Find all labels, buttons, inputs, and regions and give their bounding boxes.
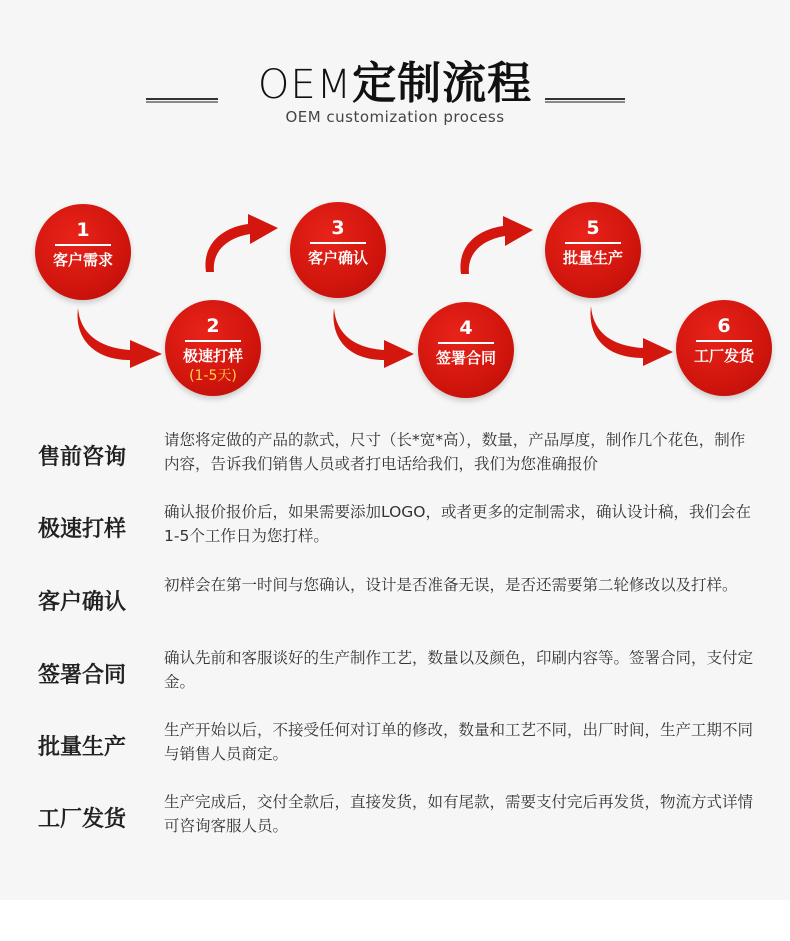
page-subtitle: OEM customization process <box>285 108 505 126</box>
detail-title: 签署合同 <box>38 663 127 688</box>
detail-title: 售前咨询 <box>38 445 127 470</box>
step-3 <box>290 202 386 298</box>
curved-arrow-down-icon <box>328 306 416 368</box>
step-number: 5 <box>565 218 621 244</box>
step-6 <box>676 300 772 396</box>
step-number: 2 <box>185 316 241 342</box>
step-5 <box>545 202 641 298</box>
curved-arrow-up-icon <box>200 210 280 274</box>
detail-title: 工厂发货 <box>38 807 127 832</box>
step-number: 1 <box>55 220 111 246</box>
detail-text: 确认先前和客服谈好的生产制作工艺，数量以及颜色，印刷内容等。签署合同，支付定金。 <box>164 649 754 691</box>
step-label: 批量生产 <box>562 249 623 267</box>
curved-arrow-up-icon <box>455 212 535 276</box>
step-label: 客户需求 <box>52 251 113 269</box>
step-2 <box>165 300 261 396</box>
detail-title: 批量生产 <box>38 735 127 760</box>
step-label: 签署合同 <box>435 349 496 367</box>
step-4 <box>418 302 514 398</box>
step-number: 6 <box>696 316 752 342</box>
page-title <box>0 58 790 111</box>
step-label: 工厂发货 <box>693 347 754 365</box>
title-chinese: 定制流程 <box>352 58 533 109</box>
detail-text: 确认报价报价后，如果需要添加LOGO，或者更多的定制需求，确认设计稿，我们会在1-5个工作日为您打样。 <box>164 503 751 545</box>
step-number: 4 <box>438 318 494 344</box>
step-number: 3 <box>310 218 366 244</box>
curved-arrow-down-icon <box>72 304 164 368</box>
step-label: 客户确认 <box>307 249 368 267</box>
curved-arrow-down-icon <box>585 304 675 366</box>
step-sublabel: (1-5天) <box>189 368 237 384</box>
step-1 <box>35 204 131 300</box>
detail-text: 生产开始以后，不接受任何对订单的修改，数量和工艺不同，出厂时间，生产工期不同与销售人员商定。 <box>164 721 754 763</box>
detail-text: 生产完成后，交付全款后，直接发货，如有尾款，需要支付完后再发货，物流方式详情可咨询客服人员。 <box>164 793 754 835</box>
detail-title: 极速打样 <box>38 517 127 542</box>
step-label: 极速打样 <box>182 347 243 365</box>
detail-title: 客户确认 <box>38 590 127 615</box>
detail-text: 初样会在第一时间与您确认，设计是否准备无误，是否还需要第二轮修改以及打样。 <box>164 576 738 594</box>
title-latin: OEM <box>257 62 353 108</box>
detail-text: 请您将定做的产品的款式，尺寸（长*宽*高），数量，产品厚度，制作几个花色，制作内容，告诉我们销售人员或者打电话给我们，我们为您准确报价 <box>164 431 746 473</box>
